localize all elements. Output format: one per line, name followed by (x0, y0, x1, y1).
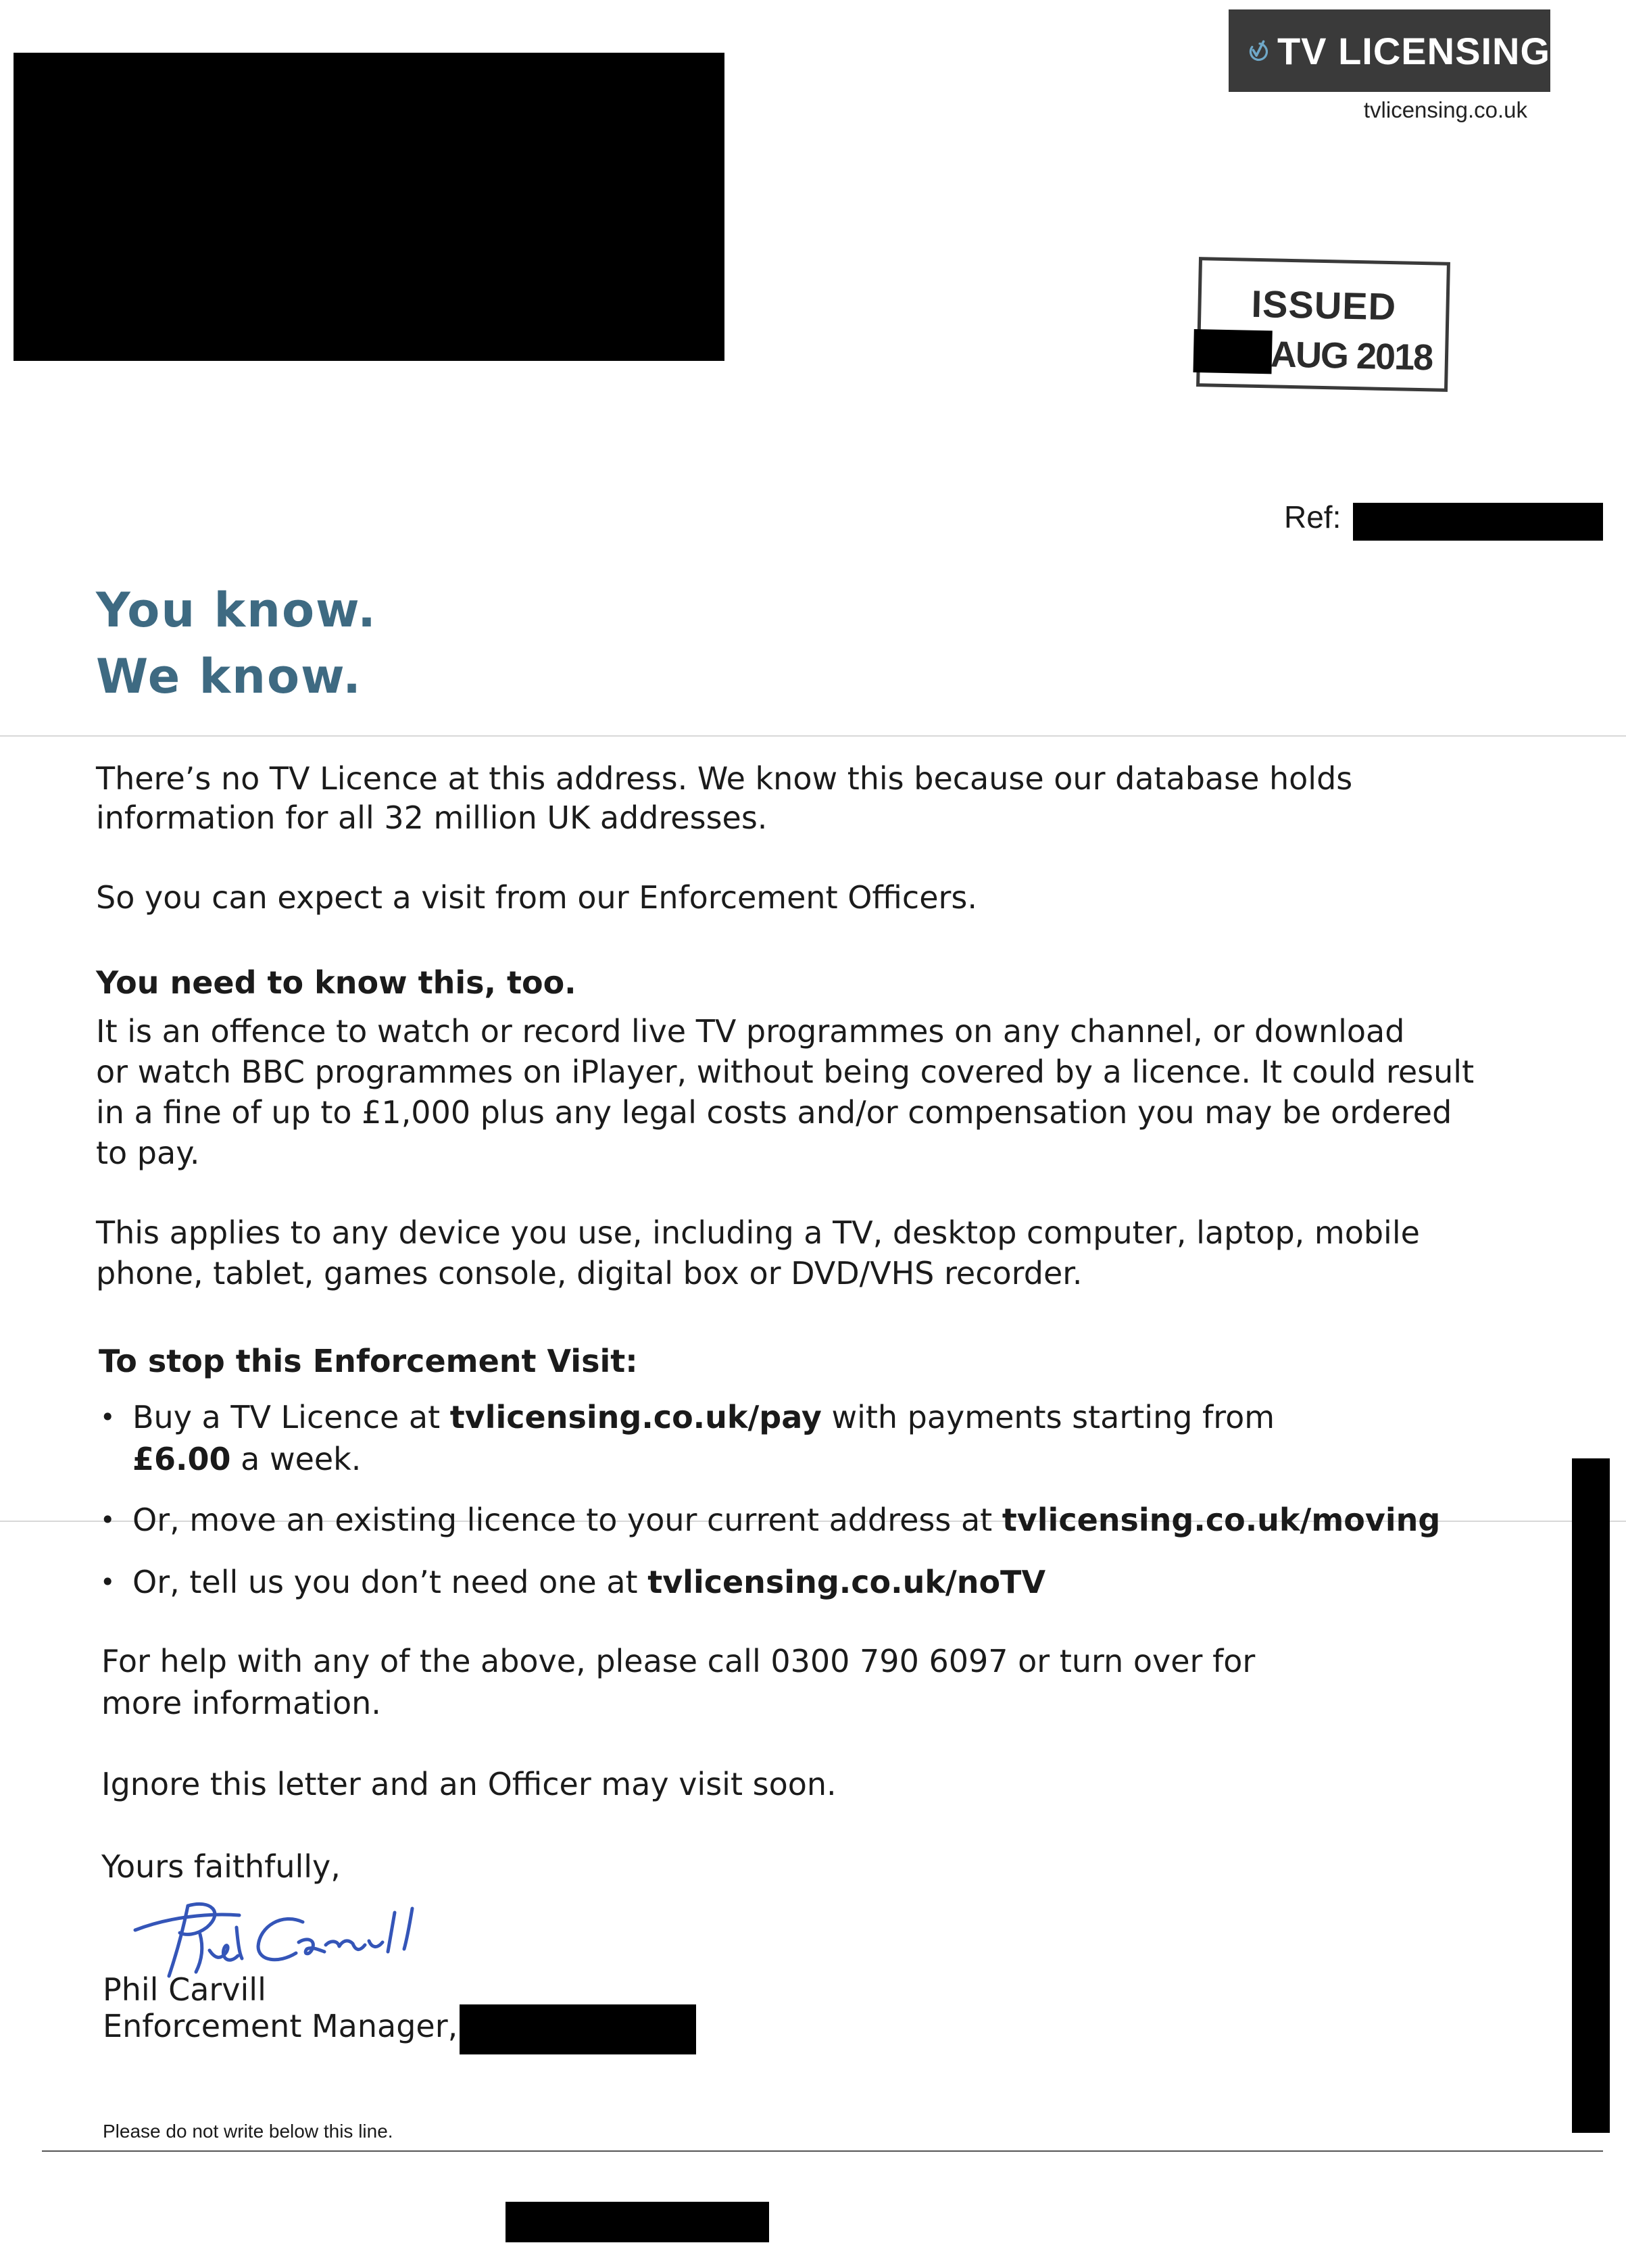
stop-visit-heading: To stop this Enforcement Visit: (99, 1343, 638, 1379)
offence-line: or watch BBC programmes on iPlayer, without being covered by a licence. It could result (96, 1054, 1475, 1090)
redacted-stamp-day (1193, 329, 1272, 374)
devices-line: This applies to any device you use, including a TV, desktop computer, laptop, mobile (96, 1214, 1420, 1251)
tick-circle-icon (1246, 24, 1268, 77)
logo-text: TV LICENSING (1277, 29, 1550, 72)
weekly-amount: £6.00 (132, 1441, 231, 1477)
bullet-no-tv (100, 1561, 1045, 1603)
intro-line-1: There’s no TV Licence at this address. We know this because our database holds (96, 760, 1353, 797)
redacted-address-block (14, 53, 724, 361)
offence-line: to pay. (96, 1135, 200, 1171)
redacted-margin-bar (1572, 1458, 1610, 2133)
visit-warning: So you can expect a visit from our Enforcement Officers. (96, 879, 977, 916)
reference-label: Ref: (1284, 499, 1341, 535)
redacted-department (460, 2004, 696, 2054)
bullet-dot-icon: • (100, 1402, 116, 1432)
help-line-2: more information. (101, 1685, 381, 1721)
bullet-text: Buy a TV Licence at (132, 1399, 450, 1435)
signer-name: Phil Carvill (103, 1971, 266, 2008)
bullet-dot-icon: • (100, 1567, 116, 1597)
bullet-text: Or, move an existing licence to your current address at (132, 1502, 1002, 1538)
salutation: Yours faithfully, (101, 1848, 341, 1885)
headline-we-know: We know. (96, 649, 362, 704)
signer-title: Enforcement Manager, (103, 2008, 458, 2044)
redacted-barcode (506, 2202, 769, 2242)
offence-line: It is an offence to watch or record live TV programmes on any channel, or download (96, 1013, 1405, 1050)
bullet-move-licence (100, 1499, 1440, 1541)
intro-line-2: information for all 32 million UK addresses. (96, 799, 768, 836)
footer-divider (42, 2150, 1603, 2152)
footer-note: Please do not write below this line. (103, 2121, 393, 2142)
bullet-text: with payments starting from (821, 1399, 1275, 1435)
help-line-1: For help with any of the above, please call 0300 790 6097 or turn over for (101, 1643, 1256, 1679)
pay-link: tvlicensing.co.uk/pay (449, 1399, 822, 1435)
bullet-text: Or, tell us you don’t need one at (132, 1564, 648, 1600)
moving-link: tvlicensing.co.uk/moving (1002, 1502, 1441, 1538)
headline-you-know: You know. (96, 583, 377, 638)
tv-licensing-logo (1229, 9, 1550, 92)
ignore-warning: Ignore this letter and an Officer may visit soon. (101, 1766, 837, 1802)
website-url: tvlicensing.co.uk (1363, 97, 1527, 122)
scan-fold-line (0, 735, 1626, 737)
offence-line: in a fine of up to £1,000 plus any legal costs and/or compensation you may be ordered (96, 1094, 1452, 1131)
notv-link: tvlicensing.co.uk/noTV (647, 1564, 1046, 1600)
redacted-reference-number (1353, 503, 1603, 541)
issued-stamp (1196, 257, 1450, 392)
stamp-issued-label: ISSUED (1250, 282, 1397, 328)
need-to-know-heading: You need to know this, too. (96, 964, 576, 1001)
bullet-buy-licence (100, 1396, 1349, 1480)
stamp-date: AUG 2018 (1270, 334, 1433, 378)
bullet-text: a week. (230, 1441, 362, 1477)
devices-line: phone, tablet, games console, digital box or DVD/VHS recorder. (96, 1255, 1083, 1291)
bullet-dot-icon: • (100, 1505, 116, 1535)
